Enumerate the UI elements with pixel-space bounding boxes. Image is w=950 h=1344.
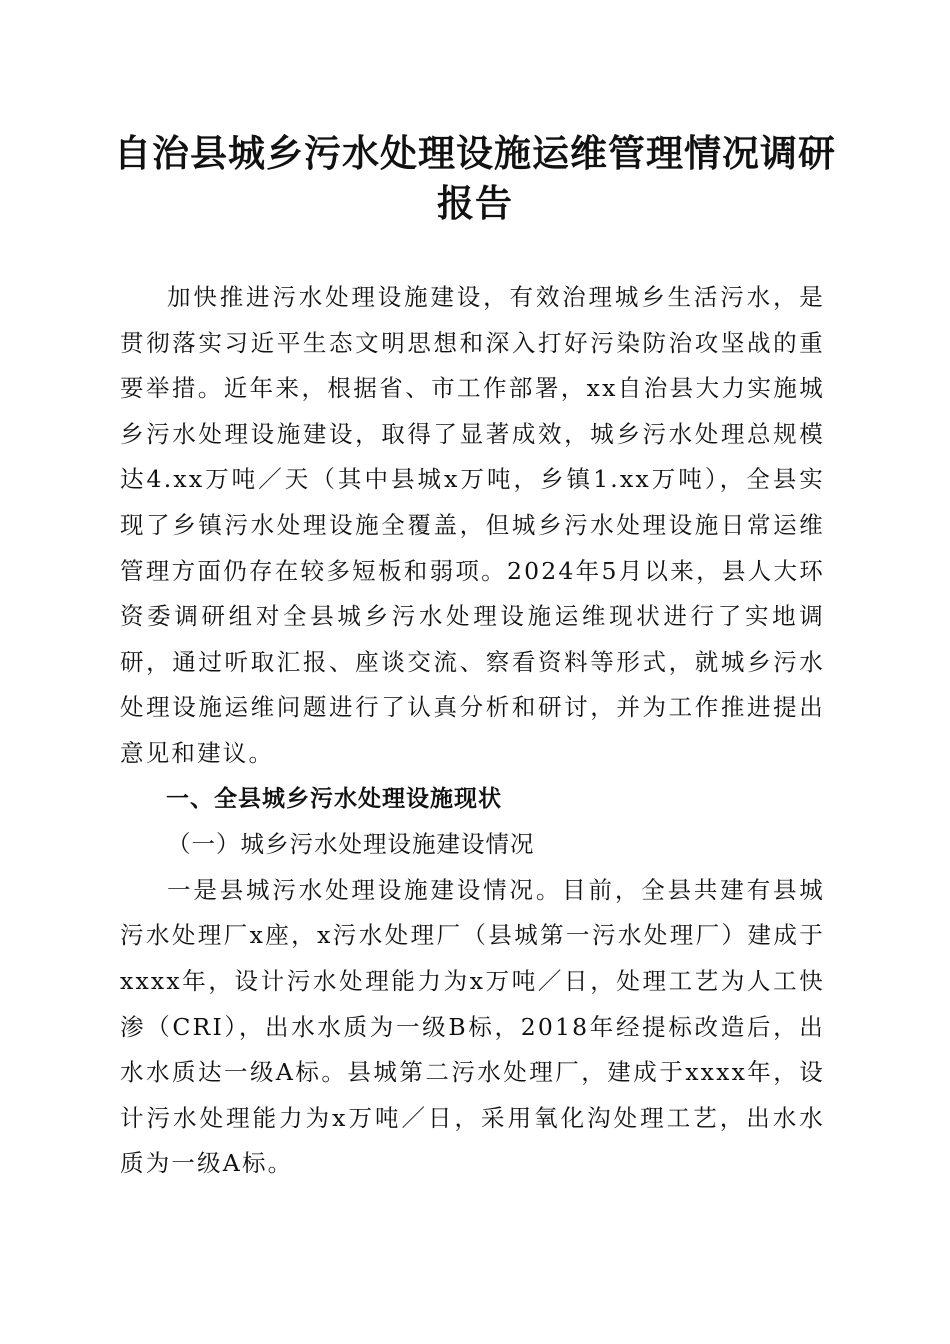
body-paragraph: 一是县城污水处理设施建设情况。目前，全县共建有县城污水处理厂x座，x污水处理厂（县城第一污水处理厂）建成于xxxx年，设计污水处理能力为x万吨／日，处理工艺为人工快渗（CRI），出水水质为一级B标，2018年经提标改造后，出水水质达一级A标。县城第二污水处理厂，建成于xxxx年，设计污水处理能力为x万吨／日，采用氧化沟处理工艺，出水水质为一级A标。: [120, 875, 825, 1178]
document-body: [120, 275, 825, 1187]
section-heading: 一、全县城乡污水处理设施现状: [166, 785, 502, 812]
intro-paragraph: 加快推进污水处理设施建设，有效治理城乡生活污水，是贯彻落实习近平生态文明思想和深入打好污染防治攻坚战的重要举措。近年来，根据省、市工作部署，xx自治县大力实施城乡污水处理设施建设，取得了显著成效，城乡污水处理总规模达4.xx万吨／天（其中县城x万吨，乡镇1.xx万吨），全县实现了乡镇污水处理设施全覆盖，但城乡污水处理设施日常运维管理方面仍存在较多短板和弱项。2024年5月以来，县人大环资委调研组对全县城乡污水处理设施运维现状进行了实地调研，通过听取汇报、座谈交流、察看资料等形式，就城乡污水处理设施运维问题进行了认真分析和研讨，并为工作推进提出意见和建议。: [120, 283, 825, 767]
document-title: 自治县城乡污水处理设施运维管理情况调研报告: [114, 131, 836, 225]
subsection-heading: （一）城乡污水处理设施建设情况: [167, 830, 535, 859]
